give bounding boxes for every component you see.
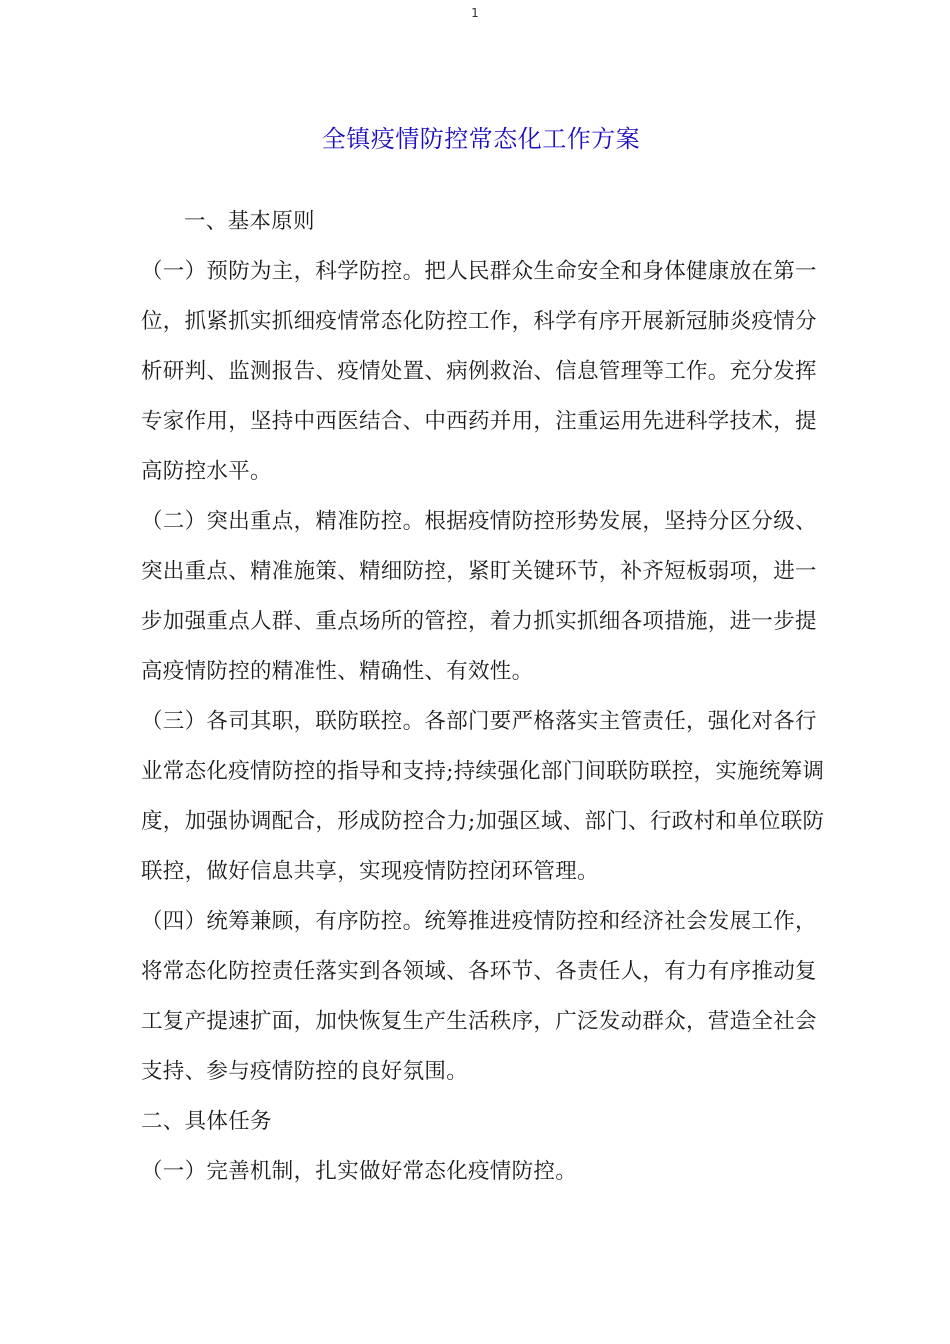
- document-title: 全镇疫情防控常态化工作方案: [321, 125, 641, 153]
- paragraph-overall-planning: （四）统筹兼顾，有序防控。统筹推进疫情防控和经济社会发展工作，将常态化防控责任落实到各领域、各环节、各责任人，有力有序推动复工复产提速扩面，加快恢复生产生活秩序，广泛发动群众，营造全社会支持、参与疫情防控的良好氛围。: [141, 909, 817, 1084]
- section-heading-principles: 一、基本原则: [184, 209, 315, 234]
- page-number: 1: [471, 6, 479, 20]
- paragraph-mechanism: （一）完善机制，扎实做好常态化疫情防控。: [141, 1159, 578, 1184]
- paragraph-coordination: （三）各司其职，联防联控。各部门要严格落实主管责任，强化对各行业常态化疫情防控的指导和支持;持续强化部门间联防联控，实施统筹调度，加强协调配合，形成防控合力;加强区域、部门、行政村和单位联防联控，做好信息共享，实现疫情防控闭环管理。: [141, 709, 825, 884]
- section-heading-tasks: 二、具体任务: [141, 1109, 272, 1134]
- paragraph-focus: （二）突出重点，精准防控。根据疫情防控形势发展，坚持分区分级、突出重点、精准施策、精细防控，紧盯关键环节，补齐短板弱项，进一步加强重点人群、重点场所的管控，着力抓实抓细各项措施，进一步提高疫情防控的精准性、精确性、有效性。: [141, 509, 817, 684]
- paragraph-prevention: （一）预防为主，科学防控。把人民群众生命安全和身体健康放在第一位，抓紧抓实抓细疫情常态化防控工作，科学有序开展新冠肺炎疫情分析研判、监测报告、疫情处置、病例救治、信息管理等工作。充分发挥专家作用，坚持中西医结合、中西药并用，注重运用先进科学技术，提高防控水平。: [141, 259, 817, 484]
- document-body: [141, 197, 831, 1197]
